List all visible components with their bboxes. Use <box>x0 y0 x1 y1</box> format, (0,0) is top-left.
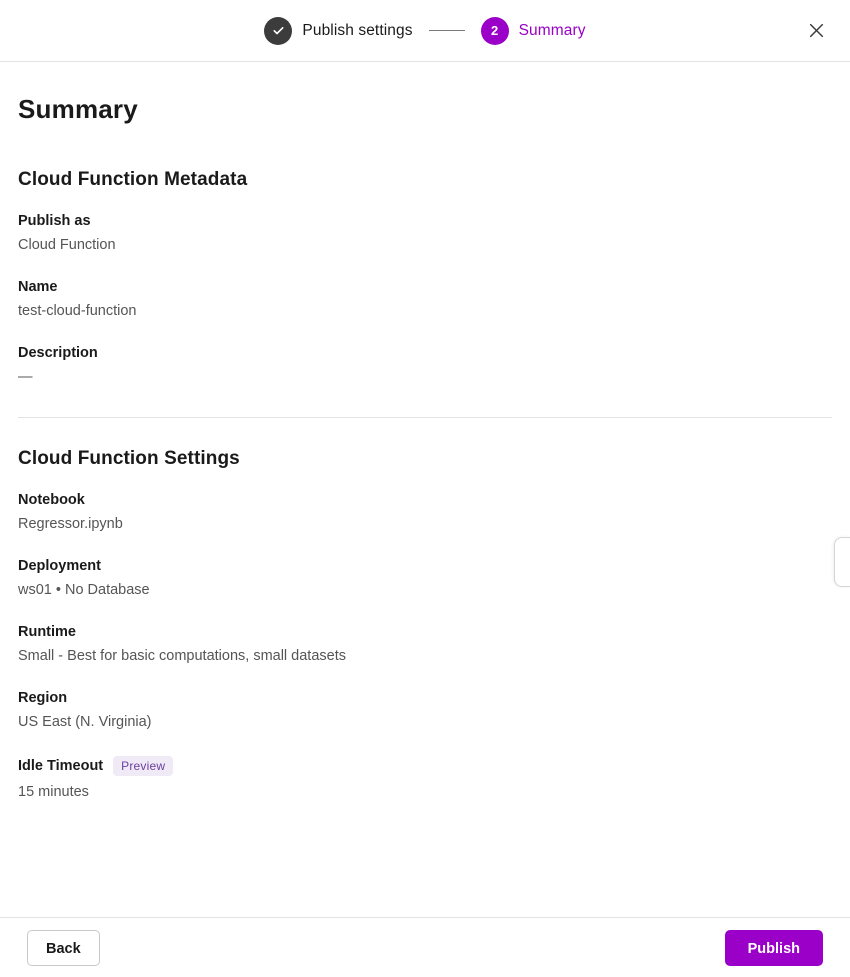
step-1-label: Publish settings <box>302 21 413 39</box>
field-label: Runtime <box>18 624 76 640</box>
field-description <box>18 345 832 385</box>
field-runtime <box>18 624 832 664</box>
field-label: Name <box>18 279 58 295</box>
field-deployment <box>18 558 832 598</box>
field-value: 15 minutes <box>18 784 89 800</box>
wizard-stepper <box>264 17 585 45</box>
field-label: Notebook <box>18 492 85 508</box>
field-label: Deployment <box>18 558 101 574</box>
section-divider <box>18 417 832 418</box>
field-value: — <box>18 369 33 385</box>
field-value: US East (N. Virginia) <box>18 714 152 730</box>
field-region <box>18 690 832 730</box>
field-value: Cloud Function <box>18 237 116 253</box>
back-button[interactable]: Back <box>27 930 100 966</box>
page-title: Summary <box>18 94 138 124</box>
section-title-settings: Cloud Function Settings <box>18 448 240 469</box>
wizard-header <box>0 0 850 62</box>
section-title-metadata: Cloud Function Metadata <box>18 169 248 190</box>
close-icon[interactable] <box>800 15 832 47</box>
step-connector <box>429 30 465 31</box>
summary-content <box>0 62 850 917</box>
field-publish-as <box>18 213 832 253</box>
scrollbar-handle[interactable] <box>834 537 850 587</box>
step-2-label: Summary <box>518 21 586 39</box>
field-value: Regressor.ipynb <box>18 516 123 532</box>
field-label: Publish as <box>18 213 91 229</box>
field-label: Idle Timeout <box>18 758 104 774</box>
field-name <box>18 279 832 319</box>
field-value: test-cloud-function <box>18 303 137 319</box>
wizard-footer <box>0 917 850 977</box>
step-summary[interactable] <box>481 17 586 45</box>
field-label: Region <box>18 690 68 706</box>
step-1-check-icon <box>264 17 292 45</box>
step-publish-settings[interactable] <box>264 17 412 45</box>
field-value: ws01 • No Database <box>18 582 150 598</box>
field-notebook <box>18 492 832 532</box>
field-idle-timeout <box>18 756 832 800</box>
field-label: Description <box>18 345 98 361</box>
field-value: Small - Best for basic computations, small datasets <box>18 648 346 664</box>
publish-button[interactable]: Publish <box>725 930 823 966</box>
step-2-number: 2 <box>481 17 509 45</box>
field-label-row <box>18 756 832 776</box>
preview-badge: Preview <box>113 756 173 776</box>
